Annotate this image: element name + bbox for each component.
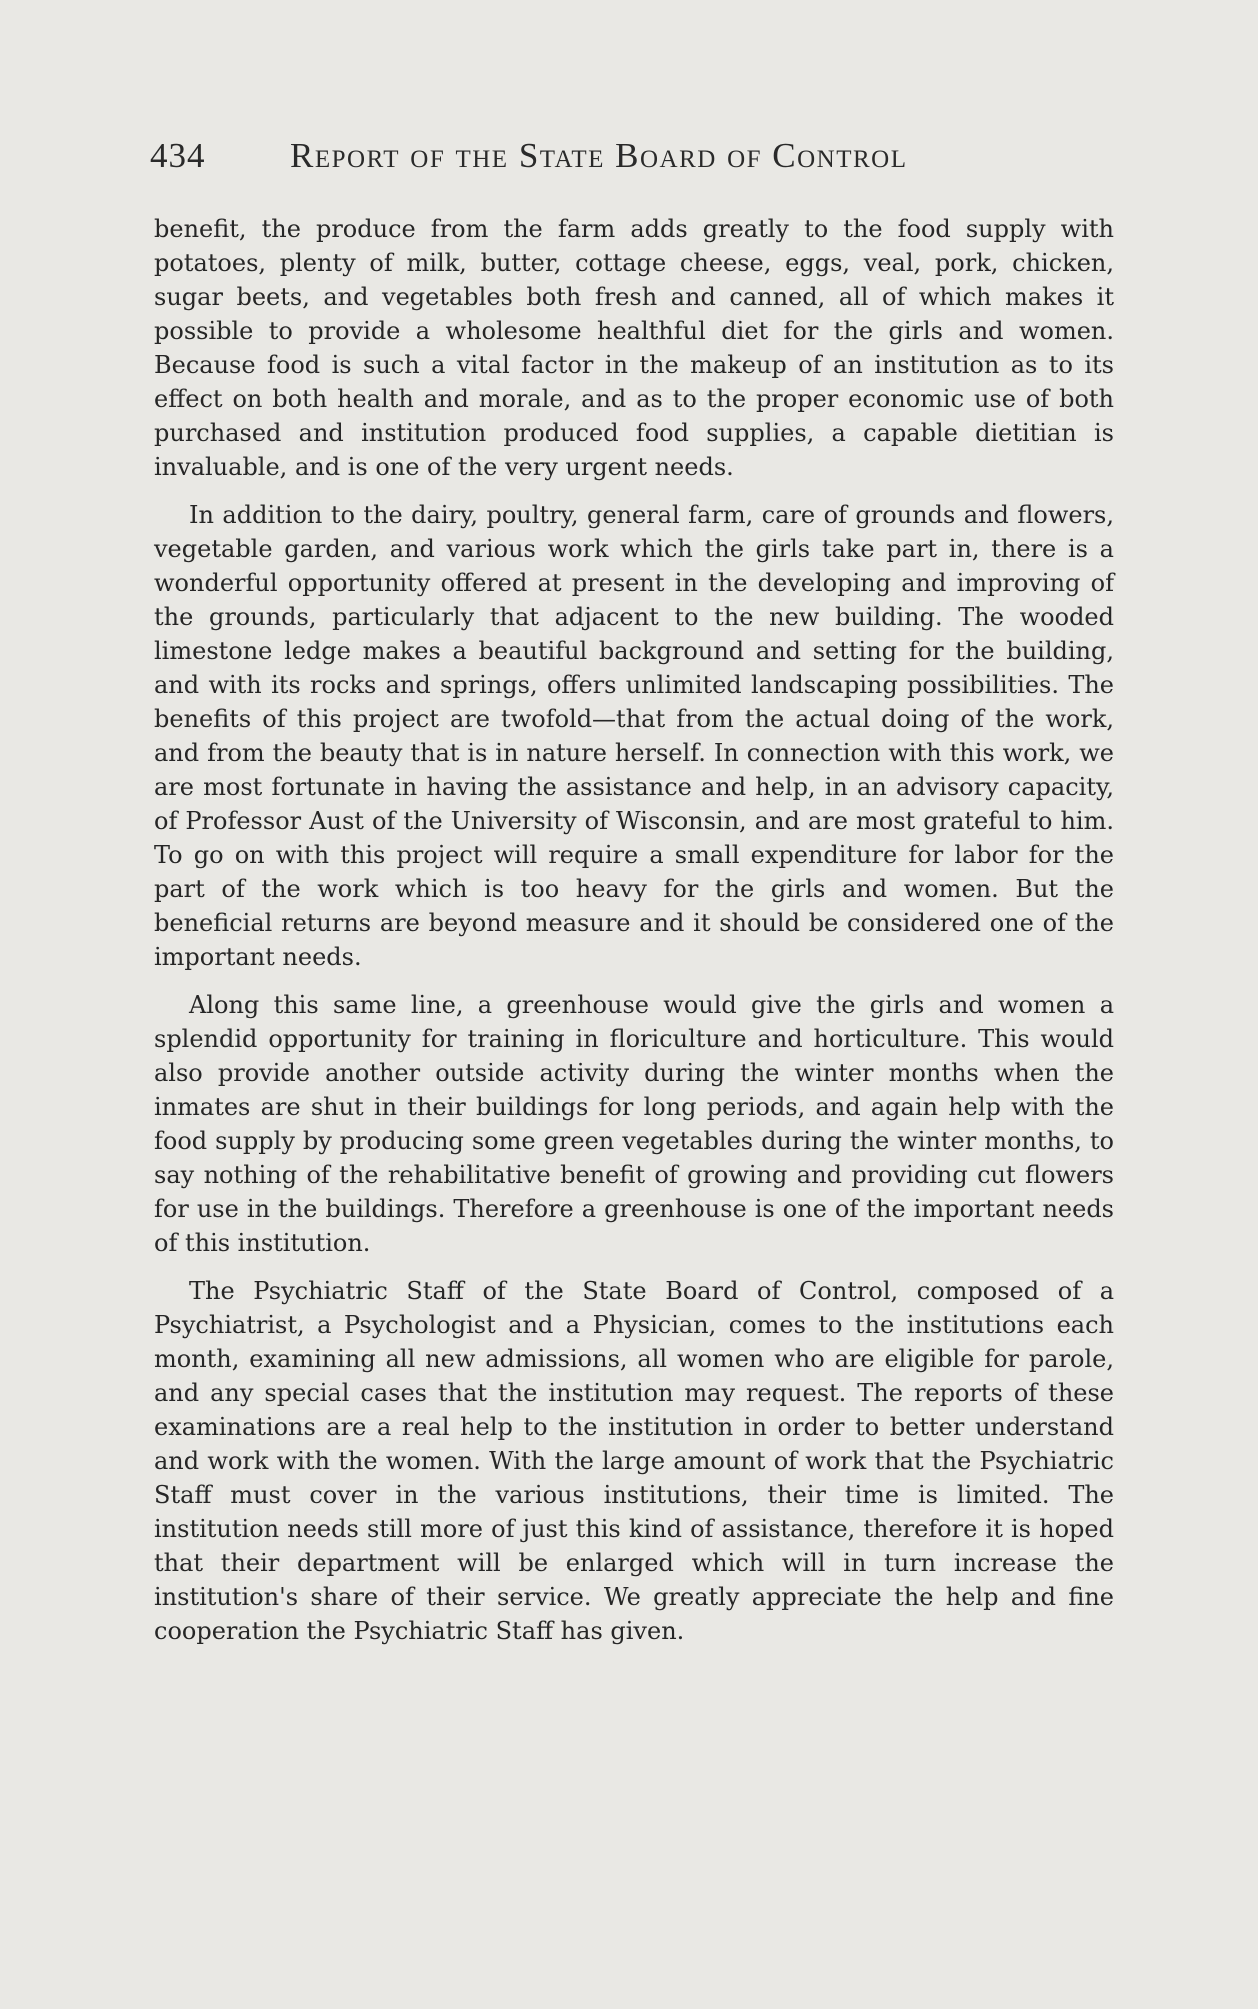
paragraph-4: The Psychiatric Staff of the State Board of Control, composed of a Psychiatrist, a Psychologist and a Physician, comes to the institutions each month, examining all new admissions, all women who are eligible for parole, and any special cases that the institution may request. The reports of these examinations are a real help to the institution in order to better understand and work with the women. With the large amount of work that the Psychiatric Staff must cover in the various institutions, their time is limited. The institution needs still more of just this kind of assistance, therefore it is hoped that their department will be enlarged which will in turn increase the institution's share of their service. We greatly appreciate the help and fine cooperation the Psychiatric Staff has given. (154, 1277, 1114, 1645)
paragraph-2: In addition to the dairy, poultry, general farm, care of grounds and flowers, vegetable garden, and various work which the girls take part in, there is a wonderful opportunity offered at present in the developing and improving of the grounds, particularly that adjacent to the new building. The wooded limestone ledge makes a beautiful background and setting for the building, and with its rocks and springs, offers unlimited landscaping possibilities. The benefits of this project are twofold—that from the actual doing of the work, and from the beauty that is in nature herself. In connection with this work, we are most fortunate in having the assistance and help, in an advisory capacity, of Professor Aust of the University of Wisconsin, and are most grateful to him. To go on with this project will require a small expenditure for labor for the part of the work which is too heavy for the girls and women. But the beneficial returns are beyond measure and it should be considered one of the important needs. (154, 501, 1114, 971)
running-head: Report of the State Board of Control (290, 136, 908, 175)
paragraph-1: benefit, the produce from the farm adds greatly to the food supply with potatoes, plenty of milk, butter, cottage cheese, eggs, veal, pork, chicken, sugar beets, and vegetables both fresh and canned, all of which makes it possible to provide a wholesome healthful diet for the girls and women. Because food is such a vital factor in the makeup of an institution as to its effect on both health and morale, and as to the proper economic use of both purchased and institution produced food supplies, a capable dietitian is invaluable, and is one of the very urgent needs. (154, 215, 1114, 481)
paragraph-3: Along this same line, a greenhouse would give the girls and women a splendid opportunity for training in floriculture and horticulture. This would also provide another outside activity during the winter months when the inmates are shut in their buildings for long periods, and again help with the food supply by producing some green vegetables during the winter months, to say nothing of the rehabilitative benefit of growing and providing cut flowers for use in the buildings. Therefore a greenhouse is one of the important needs of this institution. (154, 991, 1114, 1257)
page-number: 434 (150, 136, 206, 175)
page-header (150, 132, 1110, 184)
body-text (154, 212, 1114, 1662)
